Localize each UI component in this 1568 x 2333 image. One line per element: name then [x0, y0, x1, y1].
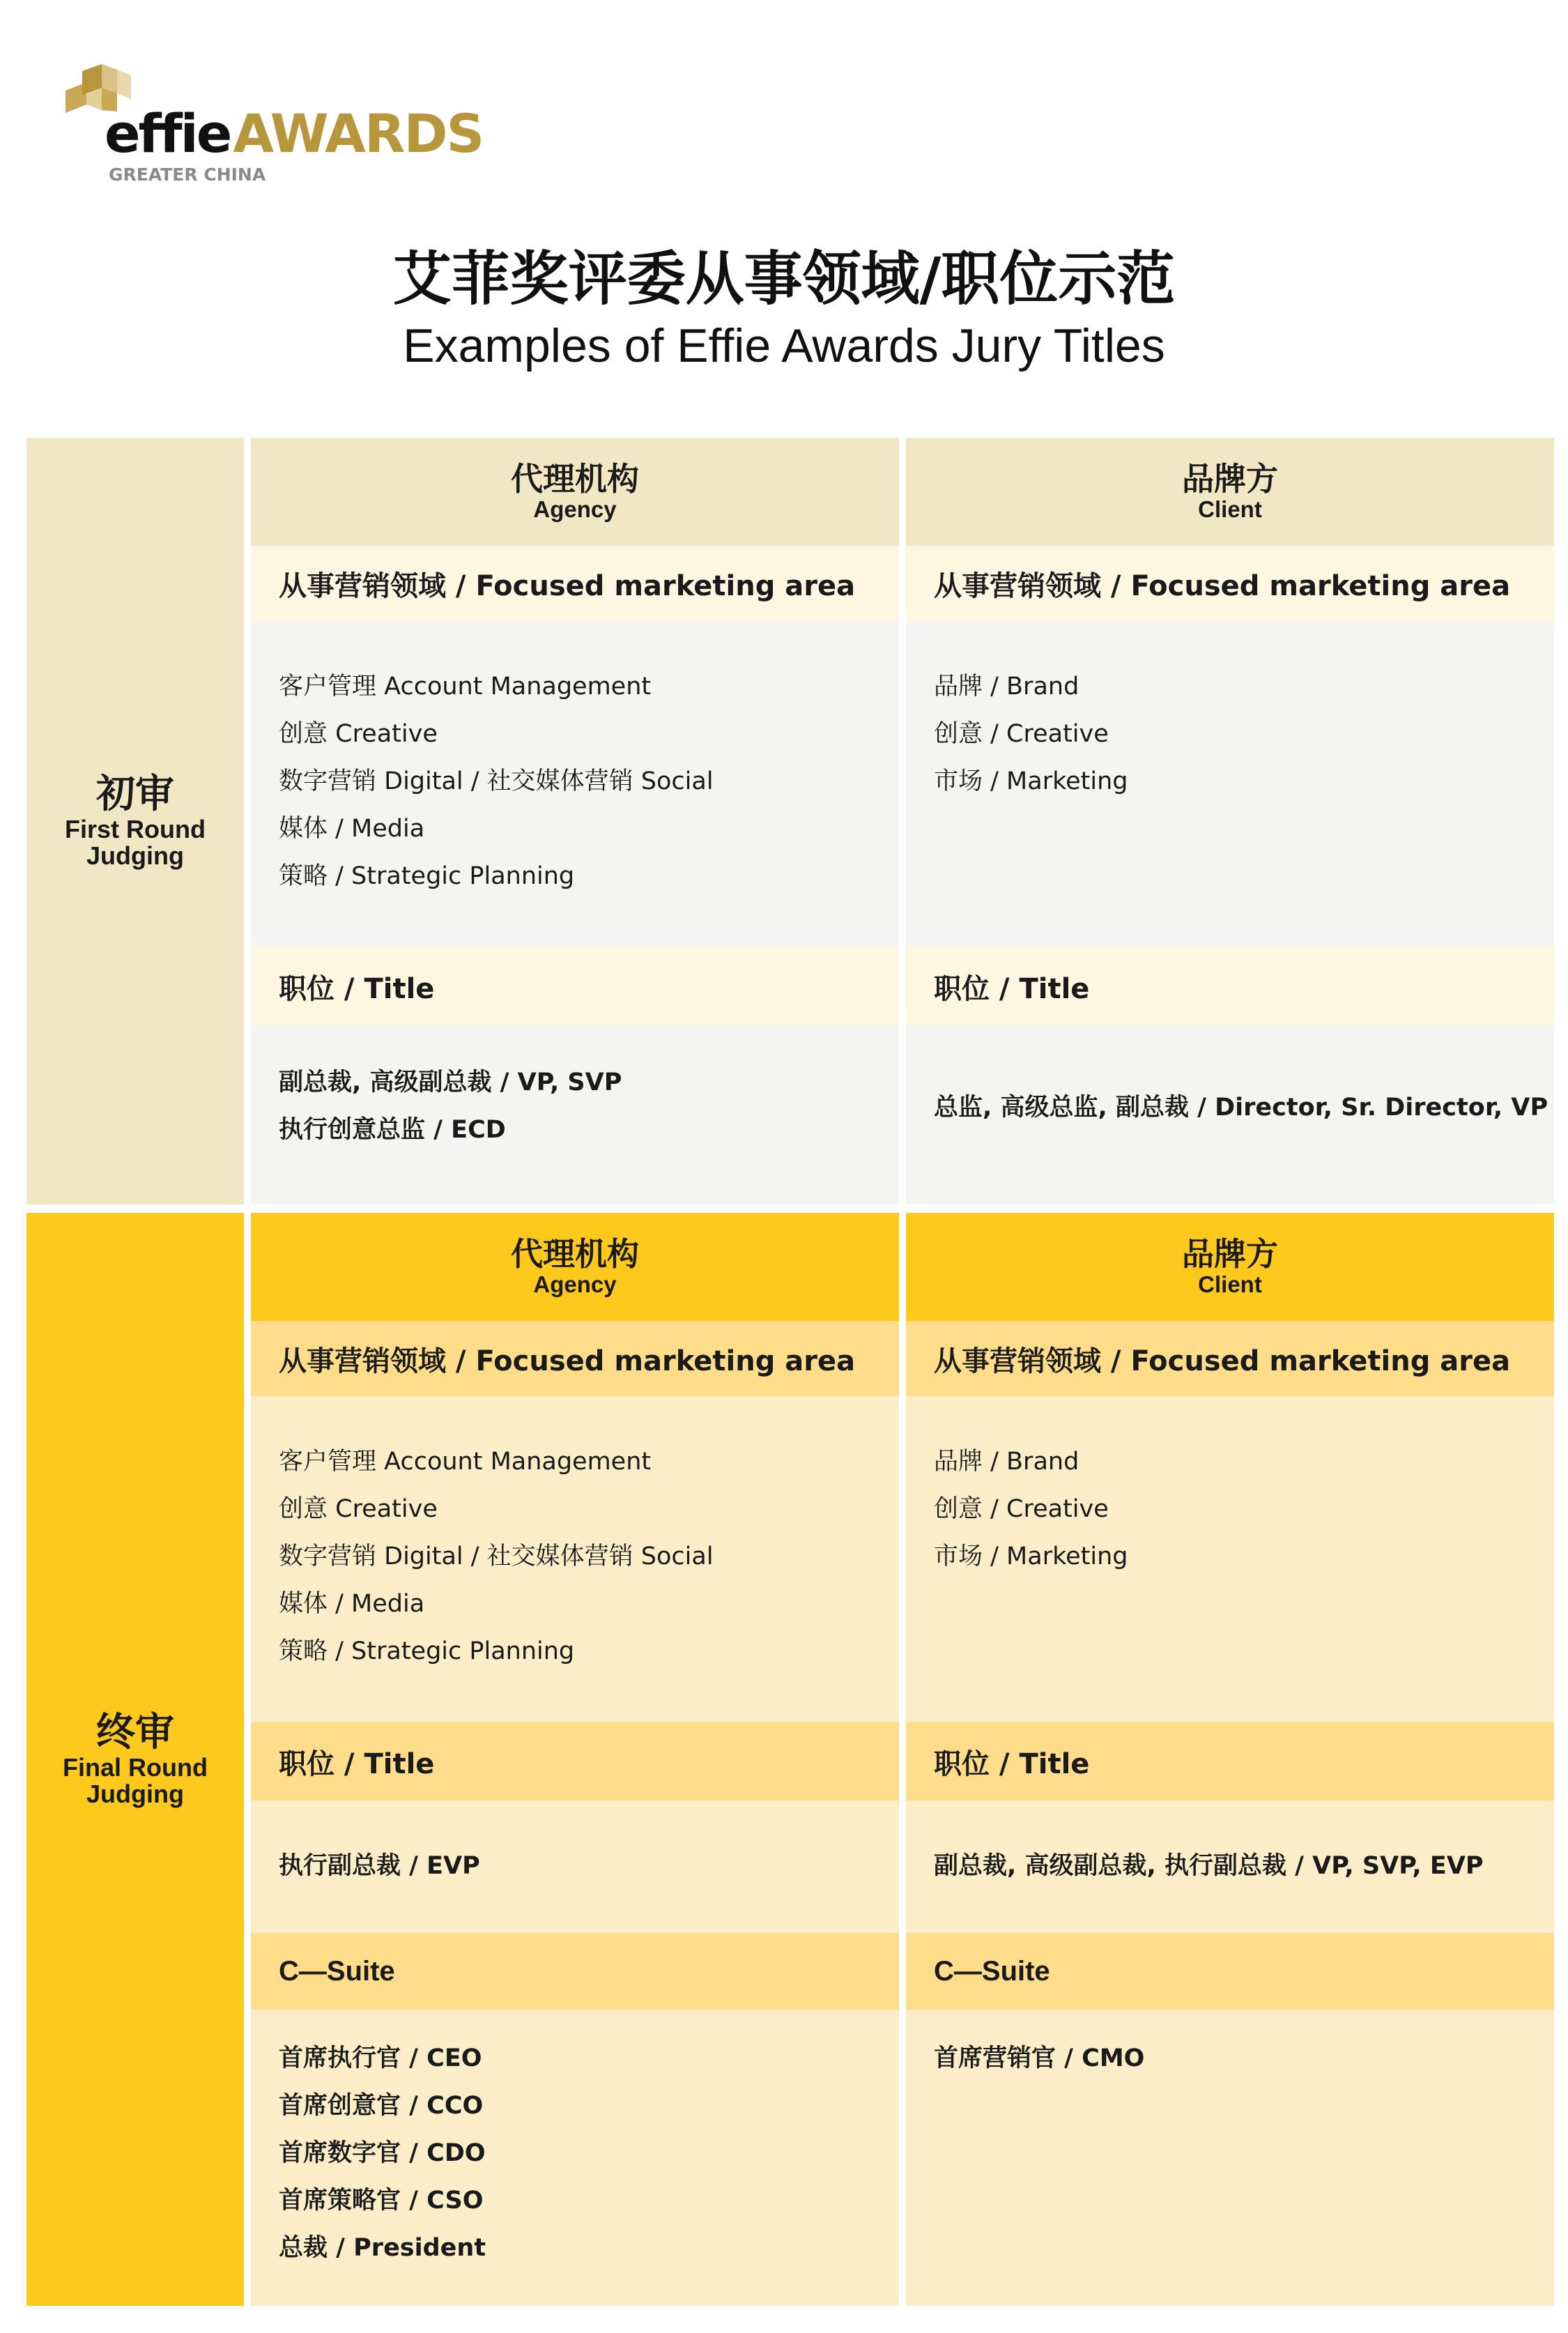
column-header-agency [251, 438, 899, 546]
title-list [906, 1800, 1554, 1933]
list-item: 客户管理 Account Management [279, 1448, 652, 1476]
list-item: 首席策略官 / CSO [279, 2187, 484, 2215]
area-list [251, 1396, 899, 1722]
section-header-area: 从事营销领域 / Focused marketing area [251, 546, 899, 621]
page-title-en: Examples of Effie Awards Jury Titles [403, 319, 1165, 372]
list-item: 策略 / Strategic Planning [279, 1637, 575, 1665]
list-item: 策略 / Strategic Planning [279, 862, 575, 890]
round-label-first [26, 438, 244, 1204]
page-title-cn: 艾菲奖评委从事领域/职位示范 [392, 245, 1176, 313]
title-list [251, 1800, 899, 1933]
list-item: 数字营销 Digital / 社交媒体营销 Social [279, 767, 714, 795]
round-label-en: First Round Judging [65, 815, 206, 870]
list-item: 副总裁, 高级副总裁 / VP, SVP [279, 1069, 622, 1096]
column-header-cn: 代理机构 [511, 460, 639, 498]
list-item: 市场 / Marketing [934, 767, 1128, 795]
list-item: 媒体 / Media [279, 815, 425, 843]
list-item: 数字营销 Digital / 社交媒体营销 Social [279, 1543, 714, 1570]
round-label-en: Final Round Judging [63, 1753, 208, 1808]
list-item: 创意 Creative [279, 720, 438, 748]
column-header-client [906, 1213, 1554, 1321]
column-header-en: Agency [533, 496, 617, 522]
list-item: 品牌 / Brand [934, 673, 1079, 701]
list-item: 创意 / Creative [934, 720, 1109, 748]
column-header-en: Client [1198, 496, 1262, 522]
section-header-area: 从事营销领域 / Focused marketing area [906, 546, 1554, 621]
list-item: 创意 / Creative [934, 1495, 1109, 1523]
column-header-agency [251, 1213, 899, 1321]
csuite-list [906, 2010, 1554, 2306]
title-list [906, 1025, 1554, 1204]
column-header-cn: 品牌方 [1182, 460, 1278, 498]
section-header-csuite: C—Suite [906, 1933, 1554, 2010]
column-header-en: Client [1198, 1271, 1262, 1297]
column-header-client [906, 438, 1554, 546]
list-item: 副总裁, 高级副总裁, 执行副总裁 / VP, SVP, EVP [934, 1852, 1484, 1880]
logo-subtitle: GREATER CHINA [109, 165, 266, 185]
round-label-final [26, 1213, 244, 2306]
list-item: 执行副总裁 / EVP [279, 1852, 480, 1880]
section-header-title: 职位 / Title [251, 1722, 899, 1800]
csuite-list [251, 2010, 899, 2306]
list-item: 首席创意官 / CCO [279, 2092, 484, 2120]
section-header-title: 职位 / Title [906, 1722, 1554, 1800]
list-item: 执行创意总监 / ECD [279, 1116, 506, 1144]
list-item: 媒体 / Media [279, 1590, 425, 1618]
section-header-csuite: C—Suite [251, 1933, 899, 2010]
section-header-title: 职位 / Title [906, 947, 1554, 1025]
list-item: 首席营销官 / CMO [934, 2044, 1145, 2072]
list-item: 市场 / Marketing [934, 1543, 1128, 1570]
list-item: 创意 Creative [279, 1495, 438, 1523]
column-header-cn: 品牌方 [1182, 1235, 1278, 1273]
list-item: 总监, 高级总监, 副总裁 / Director, Sr. Director, VP [934, 1094, 1548, 1122]
list-item: 总裁 / President [279, 2234, 486, 2262]
list-item: 首席执行官 / CEO [279, 2044, 482, 2072]
list-item: 首席数字官 / CDO [279, 2139, 486, 2167]
round-label-cn: 终审 [96, 1710, 174, 1756]
column-header-cn: 代理机构 [511, 1235, 639, 1273]
round-label-cn: 初审 [96, 772, 174, 818]
area-list [906, 1396, 1554, 1722]
logo-wordmark: effieAWARDS [105, 102, 484, 165]
area-list [906, 621, 1554, 947]
list-item: 品牌 / Brand [934, 1448, 1079, 1476]
section-header-area: 从事营销领域 / Focused marketing area [251, 1321, 899, 1396]
area-list [251, 621, 899, 947]
title-list [251, 1025, 899, 1204]
effie-logo [59, 56, 484, 185]
column-header-en: Agency [533, 1271, 617, 1297]
section-header-area: 从事营销领域 / Focused marketing area [906, 1321, 1554, 1396]
list-item: 客户管理 Account Management [279, 673, 652, 701]
section-header-title: 职位 / Title [251, 947, 899, 1025]
